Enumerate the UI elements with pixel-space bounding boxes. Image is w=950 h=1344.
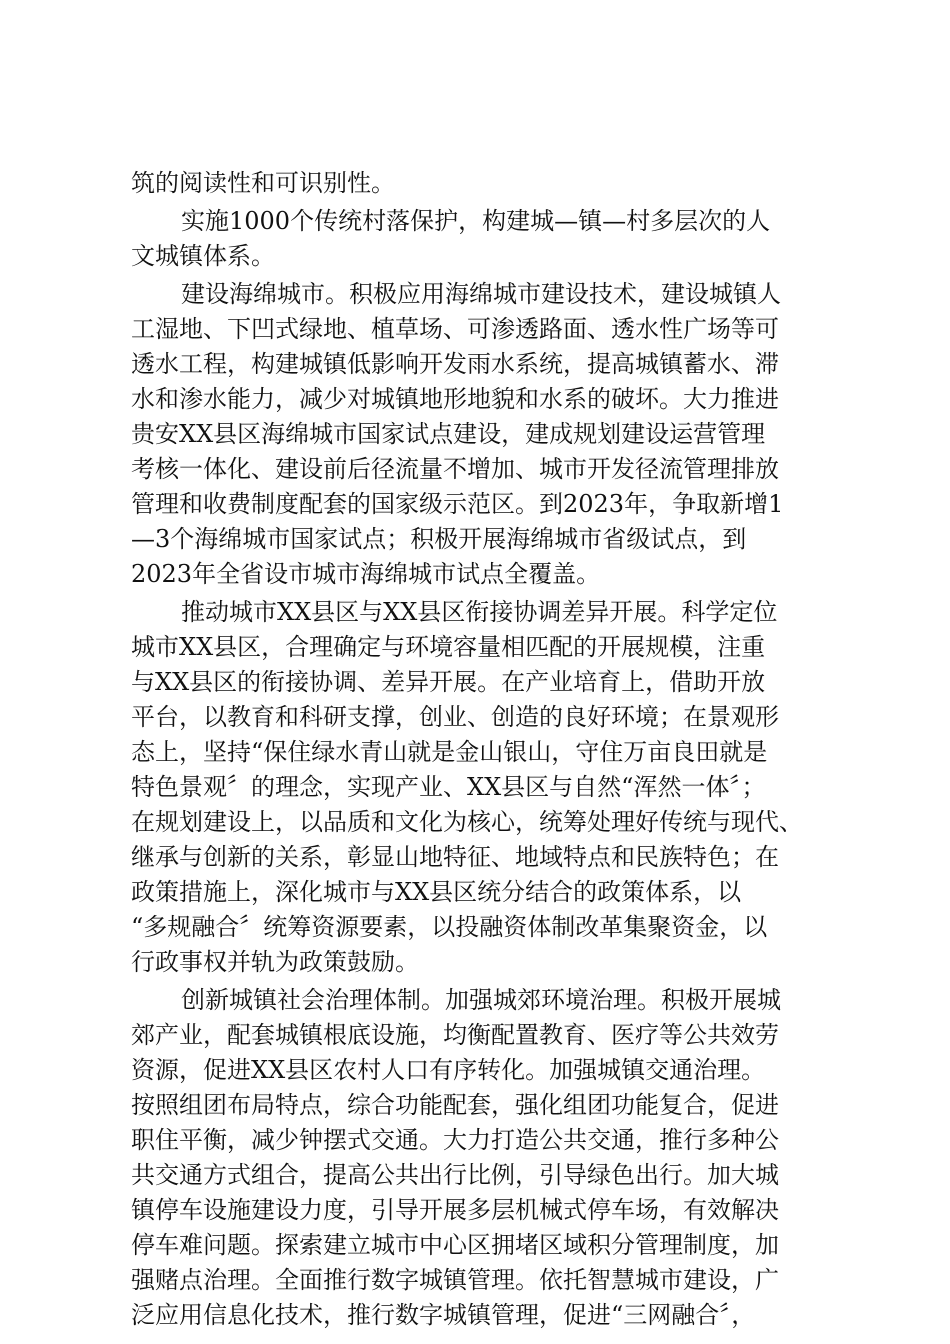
text-line: 政策措施上，深化城市与XX县区统分结合的政策体系，以: [131, 878, 742, 906]
text-line: 2023年全省设市城市海绵城市试点全覆盖。: [131, 560, 601, 588]
text-line: “多规融合〞统筹资源要素，以投融资体制改革集聚资金，以: [131, 913, 768, 941]
text-line: 态上，坚持“保住绿水青山就是金山银山，守住万亩良田就是: [131, 738, 768, 766]
text-line: 工湿地、下凹式绿地、植草场、可渗透路面、透水性广场等可: [131, 315, 779, 343]
text-line: 透水工程，构建城镇低影响开发雨水系统，提高城镇蓄水、滞: [131, 350, 779, 378]
paragraph-first-line: 实施1000个传统村落保护，构建城—镇—村多层次的人: [181, 207, 771, 235]
text-line: 文城镇体系。: [131, 242, 275, 270]
paragraph-first-line: 创新城镇社会治理体制。加强城郊环境治理。积极开展城: [181, 986, 781, 1014]
text-line: 管理和收费制度配套的国家级示范区。到2023年，争取新增1: [131, 490, 784, 518]
text-line: 与XX县区的衔接协调、差异开展。在产业培育上，借助开放: [131, 668, 766, 696]
text-line: 筑的阅读性和可识别性。: [131, 169, 395, 197]
text-line: —3个海绵城市国家试点；积极开展海绵城市省级试点，到: [131, 525, 747, 553]
paragraph-first-line: 推动城市XX县区与XX县区衔接协调差异开展。科学定位: [181, 598, 778, 626]
text-line: 考核一体化、建设前后径流量不增加、城市开发径流管理排放: [131, 455, 779, 483]
text-line: 平台，以教育和科研支撑，创业、创造的良好环境；在景观形: [131, 703, 779, 731]
text-line: 特色景观〞的理念，实现产业、XX县区与自然“浑然一体〞；: [131, 773, 766, 801]
text-line: 水和渗水能力，减少对城镇地形地貌和水系的破坏。大力推进: [131, 385, 779, 413]
text-line: 行政事权并轨为政策鼓励。: [131, 948, 419, 976]
text-line: 贵安XX县区海绵城市国家试点建设，建成规划建设运营管理: [131, 420, 766, 448]
paragraph-first-line: 建设海绵城市。积极应用海绵城市建设技术，建设城镇人: [181, 280, 781, 308]
text-line: 在规划建设上，以品质和文化为核心，统筹处理好传统与现代、: [131, 808, 803, 836]
text-line: 职住平衡，减少钟摆式交通。大力打造公共交通，推行多种公: [131, 1126, 779, 1154]
text-line: 资源，促进XX县区农村人口有序转化。加强城镇交通治理。: [131, 1056, 766, 1084]
text-line: 停车难问题。探索建立城市中心区拥堵区域积分管理制度，加: [131, 1231, 779, 1259]
text-line: 继承与创新的关系，彰显山地特征、地域特点和民族特色；在: [131, 843, 779, 871]
document-body: [131, 166, 831, 1333]
text-line: 共交通方式组合，提高公共出行比例，引导绿色出行。加大城: [131, 1161, 779, 1189]
text-line: 强赌点治理。全面推行数字城镇管理。依托智慧城市建设，广: [131, 1266, 779, 1294]
text-line: 按照组团布局特点，综合功能配套，强化组团功能复合，促进: [131, 1091, 779, 1119]
text-line: 城市XX县区，合理确定与环境容量相匹配的开展规模，注重: [131, 633, 766, 661]
text-line: 镇停车设施建设力度，引导开展多层机械式停车场，有效解决: [131, 1196, 779, 1224]
text-line: 郊产业，配套城镇根底设施，均衡配置教育、医疗等公共效劳: [131, 1021, 779, 1049]
text-line: 泛应用信息化技术，推行数字城镇管理，促进“三网融合〞，: [131, 1301, 756, 1329]
